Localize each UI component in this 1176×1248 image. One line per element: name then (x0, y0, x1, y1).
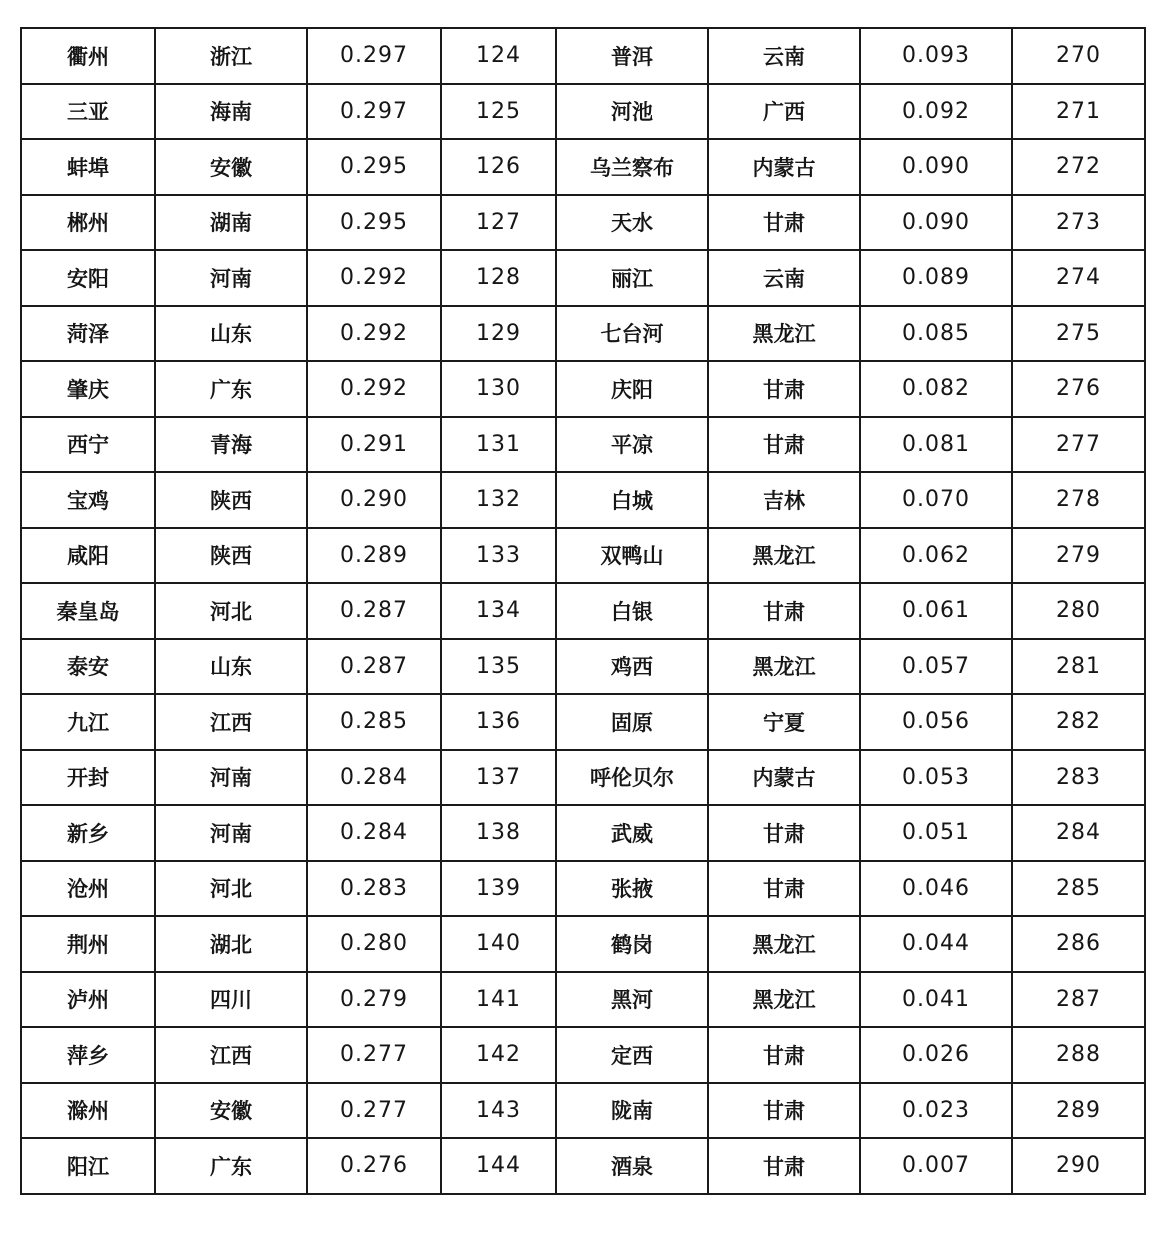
right-province-cell: 广西 (708, 84, 860, 140)
left-rank-cell: 124 (441, 28, 556, 84)
right-score-cell: 0.023 (860, 1083, 1012, 1139)
right-city-cell: 定西 (556, 1027, 708, 1083)
left-rank-cell: 128 (441, 250, 556, 306)
right-province-cell: 内蒙古 (708, 750, 860, 806)
right-score-cell: 0.053 (860, 750, 1012, 806)
right-score-cell: 0.026 (860, 1027, 1012, 1083)
left-province-cell: 海南 (155, 84, 307, 140)
right-score-cell: 0.092 (860, 84, 1012, 140)
right-city-cell: 河池 (556, 84, 708, 140)
left-city-cell: 蚌埠 (21, 139, 155, 195)
right-city-cell: 七台河 (556, 306, 708, 362)
left-province-cell: 江西 (155, 1027, 307, 1083)
right-rank-cell: 279 (1012, 528, 1145, 584)
right-rank-cell: 288 (1012, 1027, 1145, 1083)
right-score-cell: 0.093 (860, 28, 1012, 84)
left-score-cell: 0.292 (307, 306, 441, 362)
left-rank-cell: 129 (441, 306, 556, 362)
left-province-cell: 青海 (155, 417, 307, 473)
right-rank-cell: 270 (1012, 28, 1145, 84)
right-city-cell: 白银 (556, 583, 708, 639)
left-rank-cell: 127 (441, 195, 556, 251)
table-row (21, 28, 1145, 84)
right-rank-cell: 287 (1012, 972, 1145, 1028)
left-province-cell: 湖南 (155, 195, 307, 251)
left-rank-cell: 136 (441, 694, 556, 750)
right-province-cell: 内蒙古 (708, 139, 860, 195)
right-city-cell: 普洱 (556, 28, 708, 84)
left-rank-cell: 126 (441, 139, 556, 195)
table-row (21, 306, 1145, 362)
right-city-cell: 庆阳 (556, 361, 708, 417)
right-province-cell: 宁夏 (708, 694, 860, 750)
left-city-cell: 滁州 (21, 1083, 155, 1139)
left-city-cell: 安阳 (21, 250, 155, 306)
left-city-cell: 宝鸡 (21, 472, 155, 528)
right-rank-cell: 275 (1012, 306, 1145, 362)
right-score-cell: 0.041 (860, 972, 1012, 1028)
left-city-cell: 开封 (21, 750, 155, 806)
left-score-cell: 0.291 (307, 417, 441, 473)
right-province-cell: 甘肃 (708, 1138, 860, 1194)
right-province-cell: 甘肃 (708, 861, 860, 917)
right-province-cell: 云南 (708, 28, 860, 84)
right-score-cell: 0.051 (860, 805, 1012, 861)
table-row (21, 916, 1145, 972)
left-score-cell: 0.295 (307, 195, 441, 251)
right-score-cell: 0.061 (860, 583, 1012, 639)
table-row (21, 84, 1145, 140)
left-score-cell: 0.279 (307, 972, 441, 1028)
right-city-cell: 白城 (556, 472, 708, 528)
table-row (21, 583, 1145, 639)
left-score-cell: 0.280 (307, 916, 441, 972)
left-city-cell: 西宁 (21, 417, 155, 473)
right-province-cell: 甘肃 (708, 1027, 860, 1083)
table-row (21, 972, 1145, 1028)
right-score-cell: 0.081 (860, 417, 1012, 473)
left-rank-cell: 139 (441, 861, 556, 917)
left-rank-cell: 132 (441, 472, 556, 528)
right-city-cell: 天水 (556, 195, 708, 251)
right-rank-cell: 273 (1012, 195, 1145, 251)
left-rank-cell: 137 (441, 750, 556, 806)
table-row (21, 1027, 1145, 1083)
left-score-cell: 0.295 (307, 139, 441, 195)
right-score-cell: 0.082 (860, 361, 1012, 417)
right-score-cell: 0.044 (860, 916, 1012, 972)
left-score-cell: 0.284 (307, 750, 441, 806)
right-rank-cell: 280 (1012, 583, 1145, 639)
left-score-cell: 0.290 (307, 472, 441, 528)
left-score-cell: 0.289 (307, 528, 441, 584)
left-score-cell: 0.276 (307, 1138, 441, 1194)
left-province-cell: 广东 (155, 361, 307, 417)
left-province-cell: 江西 (155, 694, 307, 750)
right-city-cell: 双鸭山 (556, 528, 708, 584)
right-score-cell: 0.007 (860, 1138, 1012, 1194)
right-rank-cell: 277 (1012, 417, 1145, 473)
right-score-cell: 0.085 (860, 306, 1012, 362)
right-province-cell: 甘肃 (708, 805, 860, 861)
right-rank-cell: 278 (1012, 472, 1145, 528)
left-score-cell: 0.287 (307, 639, 441, 695)
left-city-cell: 菏泽 (21, 306, 155, 362)
right-score-cell: 0.090 (860, 195, 1012, 251)
left-city-cell: 萍乡 (21, 1027, 155, 1083)
table-row (21, 472, 1145, 528)
city-ranking-table (20, 27, 1146, 1195)
left-province-cell: 山东 (155, 639, 307, 695)
left-rank-cell: 144 (441, 1138, 556, 1194)
left-rank-cell: 140 (441, 916, 556, 972)
left-score-cell: 0.297 (307, 84, 441, 140)
right-rank-cell: 284 (1012, 805, 1145, 861)
right-province-cell: 黑龙江 (708, 528, 860, 584)
right-score-cell: 0.057 (860, 639, 1012, 695)
right-city-cell: 酒泉 (556, 1138, 708, 1194)
table-row (21, 361, 1145, 417)
right-rank-cell: 285 (1012, 861, 1145, 917)
table-row (21, 694, 1145, 750)
left-score-cell: 0.284 (307, 805, 441, 861)
left-city-cell: 三亚 (21, 84, 155, 140)
right-city-cell: 鸡西 (556, 639, 708, 695)
table-row (21, 528, 1145, 584)
left-city-cell: 阳江 (21, 1138, 155, 1194)
left-province-cell: 山东 (155, 306, 307, 362)
right-province-cell: 甘肃 (708, 361, 860, 417)
right-rank-cell: 276 (1012, 361, 1145, 417)
left-city-cell: 咸阳 (21, 528, 155, 584)
left-province-cell: 河北 (155, 583, 307, 639)
right-rank-cell: 271 (1012, 84, 1145, 140)
right-province-cell: 黑龙江 (708, 306, 860, 362)
left-city-cell: 泰安 (21, 639, 155, 695)
right-rank-cell: 283 (1012, 750, 1145, 806)
left-city-cell: 泸州 (21, 972, 155, 1028)
right-rank-cell: 272 (1012, 139, 1145, 195)
left-rank-cell: 135 (441, 639, 556, 695)
right-rank-cell: 286 (1012, 916, 1145, 972)
right-rank-cell: 289 (1012, 1083, 1145, 1139)
table-row (21, 1138, 1145, 1194)
left-province-cell: 陕西 (155, 528, 307, 584)
left-city-cell: 郴州 (21, 195, 155, 251)
right-province-cell: 甘肃 (708, 583, 860, 639)
right-city-cell: 平凉 (556, 417, 708, 473)
left-province-cell: 河南 (155, 250, 307, 306)
table-row (21, 805, 1145, 861)
right-province-cell: 吉林 (708, 472, 860, 528)
table-body (21, 28, 1145, 1194)
left-rank-cell: 125 (441, 84, 556, 140)
left-rank-cell: 134 (441, 583, 556, 639)
right-score-cell: 0.090 (860, 139, 1012, 195)
left-province-cell: 安徽 (155, 1083, 307, 1139)
right-province-cell: 甘肃 (708, 417, 860, 473)
left-province-cell: 河南 (155, 750, 307, 806)
right-score-cell: 0.070 (860, 472, 1012, 528)
left-score-cell: 0.287 (307, 583, 441, 639)
left-rank-cell: 141 (441, 972, 556, 1028)
right-city-cell: 武威 (556, 805, 708, 861)
right-city-cell: 呼伦贝尔 (556, 750, 708, 806)
right-city-cell: 张掖 (556, 861, 708, 917)
left-province-cell: 河北 (155, 861, 307, 917)
right-province-cell: 甘肃 (708, 195, 860, 251)
left-city-cell: 九江 (21, 694, 155, 750)
right-province-cell: 黑龙江 (708, 639, 860, 695)
left-province-cell: 河南 (155, 805, 307, 861)
left-city-cell: 秦皇岛 (21, 583, 155, 639)
right-province-cell: 甘肃 (708, 1083, 860, 1139)
right-province-cell: 黑龙江 (708, 916, 860, 972)
right-score-cell: 0.089 (860, 250, 1012, 306)
left-score-cell: 0.277 (307, 1027, 441, 1083)
left-rank-cell: 138 (441, 805, 556, 861)
left-province-cell: 安徽 (155, 139, 307, 195)
left-province-cell: 浙江 (155, 28, 307, 84)
left-rank-cell: 133 (441, 528, 556, 584)
right-rank-cell: 281 (1012, 639, 1145, 695)
left-city-cell: 肇庆 (21, 361, 155, 417)
table-row (21, 250, 1145, 306)
left-score-cell: 0.283 (307, 861, 441, 917)
left-city-cell: 衢州 (21, 28, 155, 84)
right-city-cell: 黑河 (556, 972, 708, 1028)
left-rank-cell: 131 (441, 417, 556, 473)
left-province-cell: 陕西 (155, 472, 307, 528)
right-city-cell: 鹤岗 (556, 916, 708, 972)
right-city-cell: 乌兰察布 (556, 139, 708, 195)
table-row (21, 195, 1145, 251)
left-province-cell: 广东 (155, 1138, 307, 1194)
left-score-cell: 0.297 (307, 28, 441, 84)
right-score-cell: 0.056 (860, 694, 1012, 750)
table-row (21, 1083, 1145, 1139)
left-city-cell: 荆州 (21, 916, 155, 972)
left-rank-cell: 142 (441, 1027, 556, 1083)
left-province-cell: 湖北 (155, 916, 307, 972)
left-city-cell: 新乡 (21, 805, 155, 861)
table-row (21, 139, 1145, 195)
table-row (21, 861, 1145, 917)
left-score-cell: 0.292 (307, 250, 441, 306)
right-province-cell: 黑龙江 (708, 972, 860, 1028)
left-rank-cell: 143 (441, 1083, 556, 1139)
left-province-cell: 四川 (155, 972, 307, 1028)
left-city-cell: 沧州 (21, 861, 155, 917)
right-city-cell: 陇南 (556, 1083, 708, 1139)
right-city-cell: 丽江 (556, 250, 708, 306)
left-rank-cell: 130 (441, 361, 556, 417)
right-rank-cell: 290 (1012, 1138, 1145, 1194)
table-row (21, 750, 1145, 806)
right-score-cell: 0.062 (860, 528, 1012, 584)
left-score-cell: 0.285 (307, 694, 441, 750)
right-city-cell: 固原 (556, 694, 708, 750)
right-rank-cell: 282 (1012, 694, 1145, 750)
table-row (21, 639, 1145, 695)
left-score-cell: 0.292 (307, 361, 441, 417)
right-score-cell: 0.046 (860, 861, 1012, 917)
right-province-cell: 云南 (708, 250, 860, 306)
right-rank-cell: 274 (1012, 250, 1145, 306)
left-score-cell: 0.277 (307, 1083, 441, 1139)
table-row (21, 417, 1145, 473)
